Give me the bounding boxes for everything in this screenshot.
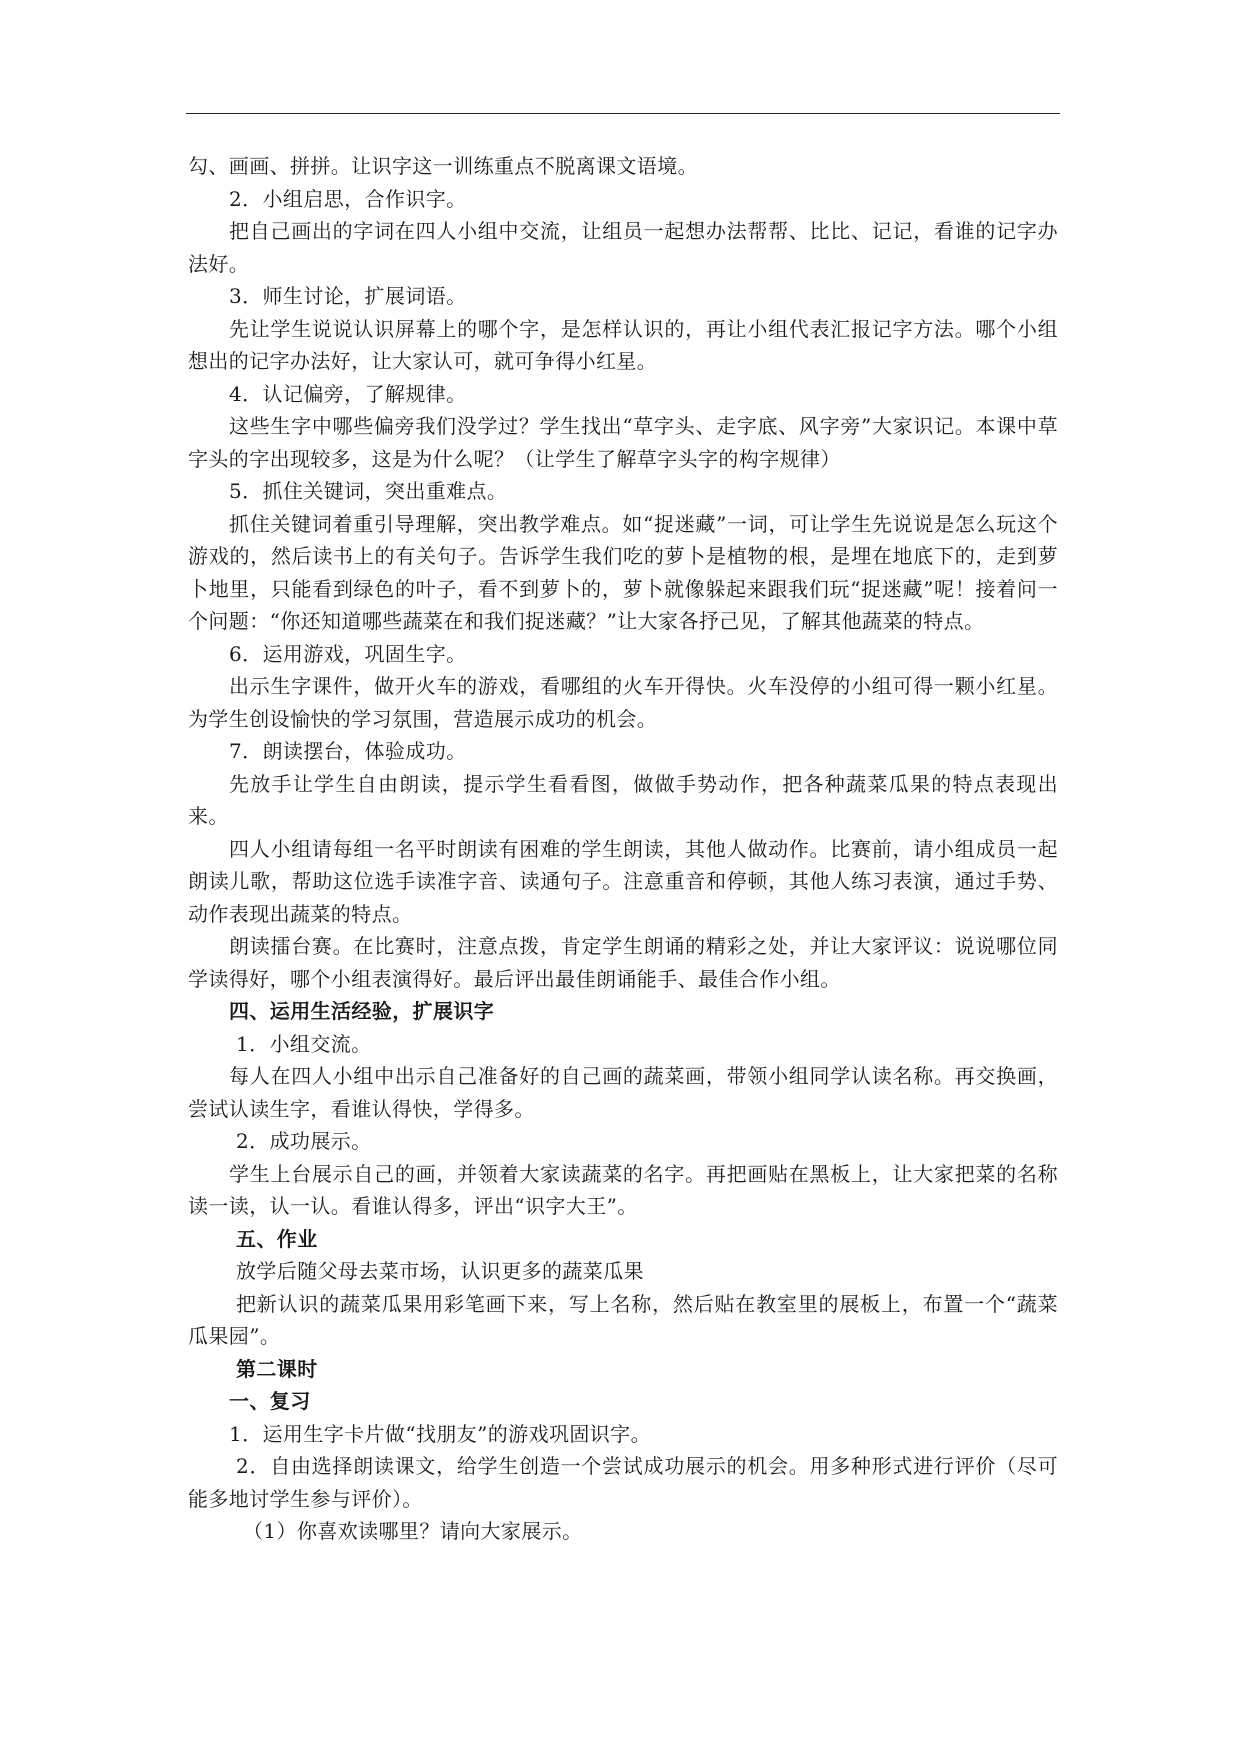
step-heading: 1．小组交流。 <box>236 1031 372 1056</box>
step-heading: 7．朗读摆台，体验成功。 <box>229 739 467 763</box>
paragraph: 先让学生说说认识屏幕上的哪个字，是怎样认识的，再让小组代表汇报记字方法。哪个小组想出的记字办法好，让大家认可，就可争得小红星。 <box>188 316 1058 373</box>
paragraph: 这些生字中哪些偏旁我们没学过？学生找出“草字头、走字底、风字旁”大家识记。本课中草字头的字出现较多，这是为什么呢？（让学生了解草字头字的构字规律） <box>188 414 1058 471</box>
section-heading: 四、运用生活经验，扩展识字 <box>229 999 495 1023</box>
paragraph: 把自己画出的字词在四人小组中交流，让组员一起想办法帮帮、比比、记记，看谁的记字办法好。 <box>188 219 1058 276</box>
paragraph: 把新认识的蔬菜瓜果用彩笔画下来，写上名称，然后贴在教室里的展板上，布置一个“蔬菜瓜果园”。 <box>188 1291 1058 1348</box>
step-heading: 6．运用游戏，巩固生字。 <box>229 641 467 666</box>
paragraph: 抓住关键词着重引导理解，突出教学难点。如“捉迷藏”一词，可让学生先说说是怎么玩这个游戏的，然后读书上的有关句子。告诉学生我们吃的萝卜是植物的根，是埋在地底下的，走到萝卜地里，只能看到绿色的叶子，看不到萝卜的，萝卜就像躲起来跟我们玩“捉迷藏”呢！接着问一个问题：“你还知道哪些蔬菜在和我们捉迷藏？”让大家各抒己见，了解其他蔬菜的特点。 <box>188 511 1058 633</box>
step-heading: 2．小组启思，合作识字。 <box>229 186 467 211</box>
section-heading: 五、作业 <box>236 1226 318 1251</box>
document-body <box>188 150 1058 1548</box>
header-rule <box>186 113 1060 114</box>
section-heading: 一、复习 <box>229 1389 311 1413</box>
paragraph: 学生上台展示自己的画，并领着大家读蔬菜的名字。再把画贴在黑板上，让大家把菜的名称读一读，认一认。看谁认得多，评出“识字大王”。 <box>188 1161 1058 1218</box>
paragraph: 四人小组请每组一名平时朗读有困难的学生朗读，其他人做动作。比赛前，请小组成员一起朗读儿歌，帮助这位选手读准字音、读通句子。注意重音和停顿，其他人练习表演，通过手势、动作表现出蔬菜的特点。 <box>188 836 1058 926</box>
paragraph: 先放手让学生自由朗读，提示学生看看图，做做手势动作，把各种蔬菜瓜果的特点表现出来。 <box>188 771 1058 828</box>
step-heading: 1．运用生字卡片做“找朋友”的游戏巩固识字。 <box>229 1421 651 1446</box>
paragraph: 勾、画画、拼拼。让识字这一训练重点不脱离课文语境。 <box>188 154 698 178</box>
paragraph: 出示生字课件，做开火车的游戏，看哪组的火车开得快。火车没停的小组可得一颗小红星。为学生创设愉快的学习氛围，营造展示成功的机会。 <box>188 674 1058 731</box>
paragraph: 朗读擂台赛。在比赛时，注意点拨，肯定学生朗诵的精彩之处，并让大家评议：说说哪位同学读得好，哪个小组表演得好。最后评出最佳朗诵能手、最佳合作小组。 <box>188 934 1058 991</box>
step-heading: 4．认记偏旁，了解规律。 <box>229 381 467 406</box>
paragraph: 2．自由选择朗读课文，给学生创造一个尝试成功展示的机会。用多种形式进行评价（尽可能多地讨学生参与评价）。 <box>188 1454 1058 1511</box>
step-heading: 5．抓住关键词，突出重难点。 <box>229 479 508 503</box>
lesson-heading: 第二课时 <box>236 1356 318 1381</box>
sub-item: （1）你喜欢读哪里？请向大家展示。 <box>243 1519 583 1543</box>
paragraph: 放学后随父母去菜市场，认识更多的蔬菜瓜果 <box>236 1259 644 1283</box>
step-heading: 3．师生讨论，扩展词语。 <box>229 284 467 308</box>
step-heading: 2．成功展示。 <box>236 1129 372 1153</box>
paragraph: 每人在四人小组中出示自己准备好的自己画的蔬菜画，带领小组同学认读名称。再交换画，尝试认读生字，看谁认得快，学得多。 <box>188 1064 1058 1121</box>
